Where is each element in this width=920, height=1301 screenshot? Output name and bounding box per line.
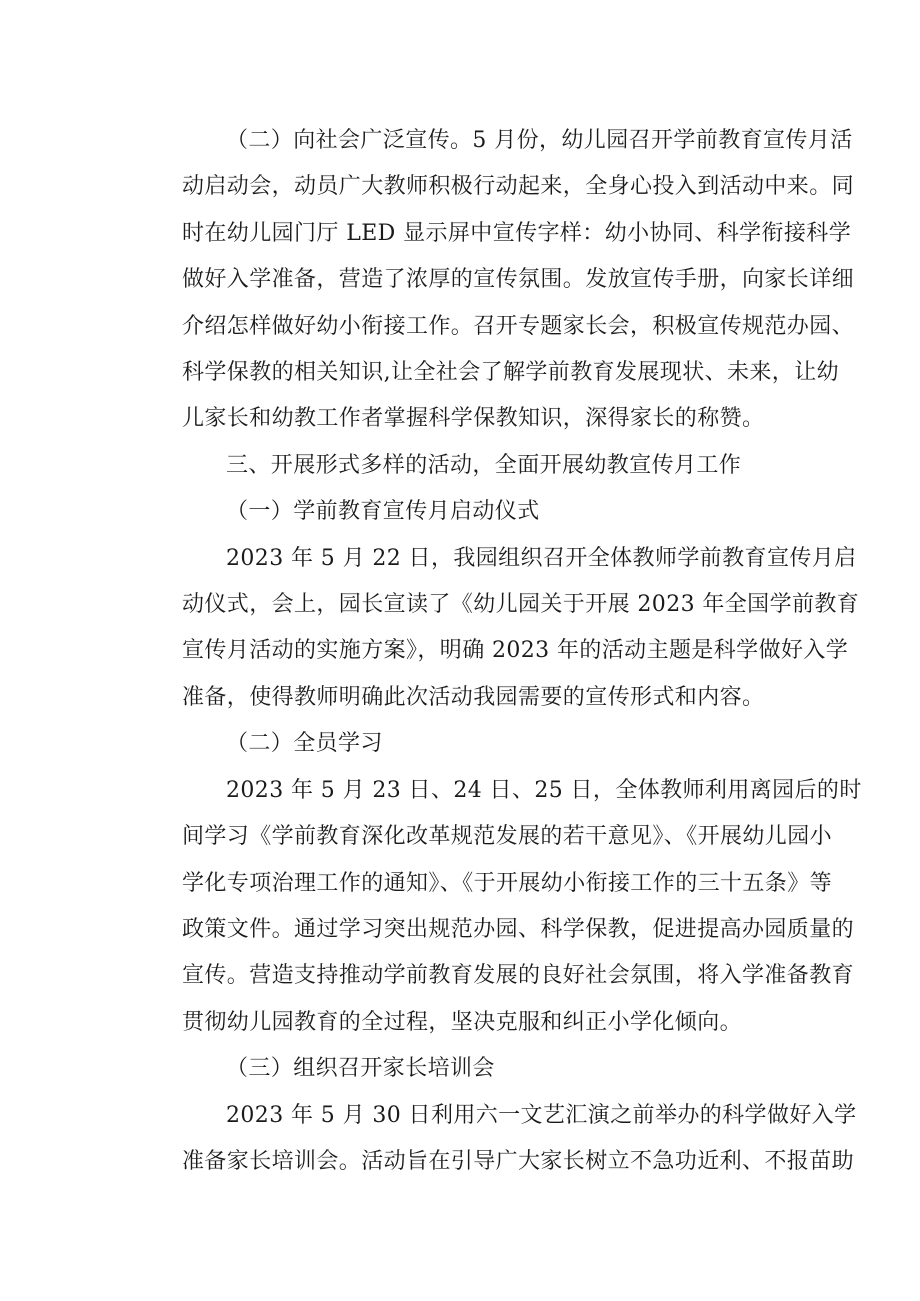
- text-line: 贯彻幼儿园教育的全过程，坚决克服和纠正小学化倾向。: [182, 1009, 743, 1035]
- paragraph-staff-study: [138, 768, 862, 1046]
- text-line: 时在幼儿园门厅 LED 显示屏中宣传字样：幼小协同、科学衔接科学: [182, 220, 852, 246]
- text-line: 2023 年 5 月 23 日、24 日、25 日，全体教师利用离园后的时: [226, 777, 862, 803]
- text-line: 学化专项治理工作的通知》、《于开展幼小衔接工作的三十五条》等: [182, 870, 833, 896]
- paragraph-launch-ceremony: [138, 536, 860, 722]
- text-line: （二）向社会广泛宣传。5 月份，幼儿园召开学前教育宣传月活: [226, 128, 853, 153]
- paragraph-parent-training: [138, 1093, 857, 1186]
- text-line: 介绍怎样做好幼小衔接工作。召开专题家长会，积极宣传规范办园、: [182, 313, 855, 339]
- text-line: 动启动会，动员广大教师积极行动起来，全身心投入到活动中来。同: [182, 174, 855, 200]
- text-line: 准备家长培训会。活动旨在引导广大家长树立不急功近利、不报苗助: [182, 1148, 855, 1174]
- text-line: （一）学前教育宣传月启动仪式: [226, 499, 540, 525]
- text-line: 儿家长和幼教工作者掌握科学保教知识，深得家长的称赞。: [182, 406, 765, 432]
- text-line: 动仪式，会上，园长宣读了《幼儿园关于开展 2023 年全国学前教育: [182, 592, 860, 618]
- text-line: 做好入学准备，营造了浓厚的宣传氛围。发放宣传手册，向家长详细: [182, 267, 855, 293]
- section-heading: [138, 443, 790, 489]
- text-line: 三、开展形式多样的活动，全面开展幼教宣传月工作: [226, 452, 742, 478]
- text-line: 政策文件。通过学习突出规范办园、科学保教，促进提高办园质量的: [182, 916, 855, 942]
- text-line: （三）组织召开家长培训会: [226, 1056, 495, 1082]
- subsection-heading: [138, 1046, 790, 1092]
- subsection-heading: [138, 721, 790, 767]
- document-body: [138, 118, 862, 1185]
- text-line: 2023 年 5 月 30 日利用六一文艺汇演之前举办的科学做好入学: [226, 1102, 857, 1128]
- text-line: 宣传月活动的实施方案》，明确 2023 年的活动主题是科学做好入学: [182, 638, 849, 664]
- paragraph-publicity: [138, 118, 855, 443]
- text-line: 2023 年 5 月 22 日，我园组织召开全体教师学前教育宣传月启: [226, 545, 857, 571]
- text-line: 科学保教的相关知识,让全社会了解学前教育发展现状、未来，让幼: [182, 360, 839, 386]
- text-line: 间学习《学前教育深化改革规范发展的若干意见》、《开展幼儿园小: [182, 824, 833, 850]
- text-line: 宣传。营造支持推动学前教育发展的良好社会氛围，将入学准备教育: [182, 963, 855, 989]
- subsection-heading: [138, 489, 790, 535]
- text-line: （二）全员学习: [226, 731, 383, 757]
- text-line: 准备，使得教师明确此次活动我园需要的宣传形式和内容。: [182, 684, 765, 710]
